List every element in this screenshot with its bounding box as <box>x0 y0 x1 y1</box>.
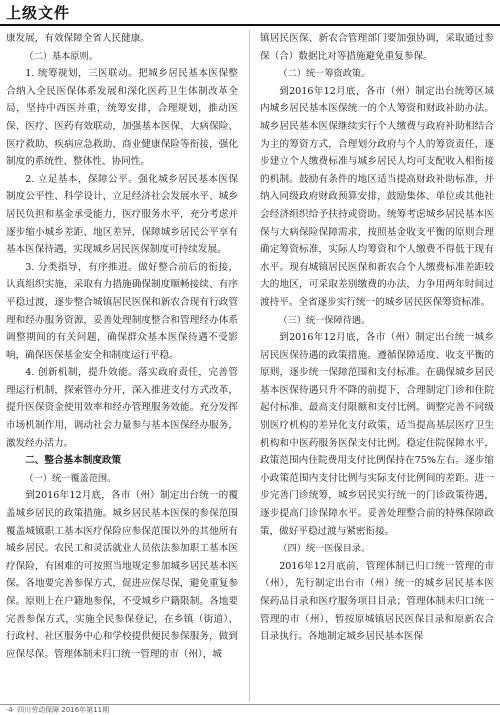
paragraph: 2. 立足基本，保障公平。强化城乡居民基本医保制度公平性、科学设计，立足经济社会发展水平、城乡居民负担和基金承受能力，医疗服务水平，充分考虑并逐步缩小城乡差距、地区差异，保障城乡居民公平享有基本医保待遇，实现城乡居民医保制度可持续发展。 <box>6 173 238 256</box>
section-title: 上级文件 <box>6 4 71 22</box>
paragraph: 2016年12月底前，管理体制已归口统一管理的市（州），先行制定出台市（州）统一的城乡居民基本医保药品目录和医疗服务项目目录；管理体制未归口统一管理的市（州），暂按原城镇居民医保目录和原新农合目录执行。各地制定城乡居民基本医保 <box>260 560 494 643</box>
paragraph: 到2016年12月底，各市（州）制定出台统一城乡居民医保待遇的政策措施。遵循保障适度、收支平衡的原则，逐步统一保障范围和支付标准。在确保城乡居民基本医保待遇只升不降的前提下，合理制定门诊和住院起付标准、最高支付限额和支付比例。调整完善不同级别医疗机构的差异化支付政策，适当提高基层医疗卫生机构和中医药服务医保支付比例。稳定住院保障水平，政策范围内住院费用支付比例保持在75%左右。逐步缩小政策范围内支付比例与实际支付比例间的差距。进一步完善门诊统筹，城乡居民实行统一的门诊政策待遇，逐步提高门诊保障水平。妥善处理整合前的特殊保障政策，做好平稳过渡与紧密衔接。 <box>260 332 494 537</box>
subsection-heading: （二）统一筹资政策。 <box>278 68 371 80</box>
paragraph: 3. 分类指导，有序推进。做好整合前后的衔接，认真组织实施，采取有力措施确保制度顺畅接续、有序平稳过渡，逐步整合城镇居民医保和新农合现有行政管理和经办服务资源，妥善处理制度整合和管理经办体系调整期间的有关问题，确保群众基本医保待遇不受影响，确保医保基金安全和制度运行平稳。 <box>6 261 238 361</box>
left-column <box>6 30 238 702</box>
paragraph: 镇居民医保、新农合管理部门要加强协调，采取通过参保（合）数据比对等措施避免重复参保。 <box>260 33 494 62</box>
paragraph: 到2016年12月底，各市（州）制定出台统筹区域内城乡居民基本医保统一的个人筹资和财政补助办法。城乡居民基本医保继续实行个人缴费与政府补助相结合为主的筹资方式，合理划分政府与个人的筹资责任，逐步建立个人缴费标准与城乡居民人均可支配收入相衔接的机制。鼓励有条件的地区适当提高财政补助标准，并纳入同级政府财政预算安排，鼓励集体、单位或其他社会经济组织给予扶持或资助。统筹考虑城乡居民基本医保与大病保险保障需求，按照基金收支平衡的原则合理确定筹资标准，实际人均筹资和个人缴费不得低于现有水平。现有城镇居民医保和新农合个人缴费标准差距较大的地区，可采取差别缴费的办法，力争用两年时间过渡持平。全省逐步实行统一的城乡居民医保筹资标准。 <box>260 85 494 308</box>
subsection-heading: （四）统一医保目录。 <box>278 543 371 555</box>
paragraph: 到2016年12月底，各市（州）制定出台统一的覆盖城乡居民的政策措施。城乡居民基本医保的参保范围覆盖城镇职工基本医疗保险应参保范围以外的其他所有城乡居民。农民工和灵活就业人员依法参加职工基本医疗保险，有困难的可按照当地规定参加城乡居民基本医保。各地要完善参保方式，促进应保尽保，避免重复参保。原则上在户籍地参保，不受城乡户籍限制。各地要完善参保方式，实施全民参保登记，在乡镇（街道）、行政村、社区服务中心和学校提供便民参保服务，做到应保尽保。管理体制未归口统一管理的市（州），城 <box>6 490 238 660</box>
page-header <box>0 0 500 26</box>
right-column <box>260 30 494 702</box>
subsection-heading: （三）统一保障待遇。 <box>278 314 371 326</box>
subsection-heading: （二）基本原则。 <box>24 50 98 62</box>
column-divider <box>249 30 250 702</box>
paragraph: 1. 统筹规划，三医联动。把城乡居民基本医保整合纳入全民医保体系发展和深化医药卫生体制改革全局，坚持中西医并重，统筹安排，合理规划，推动医保、医疗、医药有效联动，加强基本医保、大病保险、医疗救助、疾病应急救助、商业健康保险等衔接，强化制度的系统性、整体性、协同性。 <box>6 68 238 168</box>
footer-text: ·4· 四川劳动保障 2016年第11期 <box>6 706 110 714</box>
paragraph: 4. 创新机制，提升效能。落实政府责任，完善管理运行机制，探索管办分开，深入推进支付方式改革，提升医保资金使用效率和经办管理服务效能。充分发挥市场机制作用，调动社会力量参与基本医保经办服务，激发经办活力。 <box>6 367 238 449</box>
subsection-heading: （一）统一覆盖范围。 <box>24 472 117 484</box>
section-heading: 二、整合基本制度政策 <box>25 455 122 467</box>
page-footer <box>0 704 500 715</box>
paragraph: 康发展，有效保障全省人民健康。 <box>6 33 150 44</box>
